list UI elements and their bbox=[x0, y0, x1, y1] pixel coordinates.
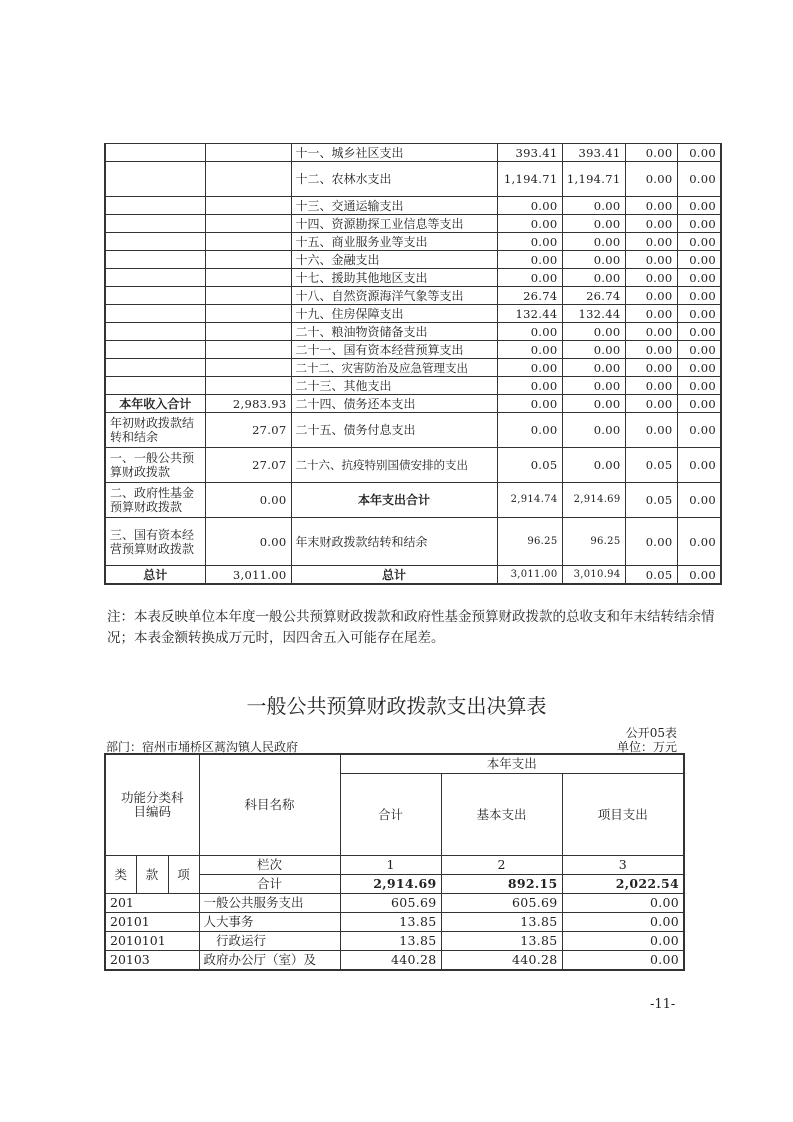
expense-state: 0.00 bbox=[677, 566, 721, 585]
table-row bbox=[105, 894, 684, 913]
expense-item: 二十一、国有资本经营预算支出 bbox=[291, 341, 497, 359]
table-row bbox=[105, 162, 721, 197]
row-project: 0.00 bbox=[562, 932, 684, 951]
expense-fund: 0.05 bbox=[625, 483, 677, 518]
expense-item: 十四、资源勘探工业信息等支出 bbox=[291, 215, 497, 233]
expense-item: 十九、住房保障支出 bbox=[291, 305, 497, 323]
expense-total: 0.05 bbox=[497, 448, 562, 483]
income-label bbox=[105, 359, 205, 377]
expense-state: 0.00 bbox=[677, 341, 721, 359]
expense-general: 0.00 bbox=[562, 448, 625, 483]
expense-total: 0.00 bbox=[497, 251, 562, 269]
income-label bbox=[105, 144, 205, 162]
sum-project: 2,022.54 bbox=[562, 875, 684, 894]
subject-name: 人大事务 bbox=[199, 913, 340, 932]
expense-general: 0.00 bbox=[562, 341, 625, 359]
expense-total: 0.00 bbox=[497, 197, 562, 215]
header-kuan: 款 bbox=[136, 856, 168, 894]
expense-item: 十五、商业服务业等支出 bbox=[291, 233, 497, 251]
income-label bbox=[105, 377, 205, 395]
expense-fund: 0.00 bbox=[625, 197, 677, 215]
expense-general: 0.00 bbox=[562, 197, 625, 215]
expense-state: 0.00 bbox=[677, 377, 721, 395]
expense-item: 本年支出合计 bbox=[291, 483, 497, 518]
expense-fund: 0.00 bbox=[625, 287, 677, 305]
expense-fund: 0.00 bbox=[625, 518, 677, 566]
subject-code: 2010101 bbox=[105, 932, 199, 951]
expense-fund: 0.00 bbox=[625, 395, 677, 413]
income-value bbox=[205, 359, 291, 377]
table-row bbox=[105, 377, 721, 395]
expense-item: 十八、自然资源海洋气象等支出 bbox=[291, 287, 497, 305]
income-value bbox=[205, 251, 291, 269]
row-total: 13.85 bbox=[340, 913, 441, 932]
expense-total: 0.00 bbox=[497, 233, 562, 251]
expense-fund: 0.00 bbox=[625, 377, 677, 395]
col-index-1: 1 bbox=[340, 856, 441, 875]
income-value: 0.00 bbox=[205, 518, 291, 566]
expense-state: 0.00 bbox=[677, 197, 721, 215]
income-label bbox=[105, 287, 205, 305]
expense-total: 3,011.00 bbox=[497, 566, 562, 585]
table-row bbox=[105, 359, 721, 377]
income-label bbox=[105, 162, 205, 197]
expense-fund: 0.00 bbox=[625, 144, 677, 162]
income-value bbox=[205, 377, 291, 395]
expense-state: 0.00 bbox=[677, 215, 721, 233]
income-value bbox=[205, 197, 291, 215]
expense-fund: 0.00 bbox=[625, 341, 677, 359]
col-index-2: 2 bbox=[441, 856, 562, 875]
income-value bbox=[205, 269, 291, 287]
expense-fund: 0.00 bbox=[625, 269, 677, 287]
expense-general: 132.44 bbox=[562, 305, 625, 323]
table-row bbox=[105, 251, 721, 269]
header-total: 合计 bbox=[340, 774, 441, 856]
expense-state: 0.00 bbox=[677, 251, 721, 269]
row-basic: 605.69 bbox=[441, 894, 562, 913]
table-row bbox=[105, 395, 721, 413]
expense-item: 十六、金融支出 bbox=[291, 251, 497, 269]
col-index-3: 3 bbox=[562, 856, 684, 875]
expense-item: 二十四、债务还本支出 bbox=[291, 395, 497, 413]
expense-total: 96.25 bbox=[497, 518, 562, 566]
expense-total: 2,914.74 bbox=[497, 483, 562, 518]
table-row bbox=[105, 518, 721, 566]
expense-total: 0.00 bbox=[497, 413, 562, 448]
expense-general: 0.00 bbox=[562, 359, 625, 377]
expense-item: 十七、援助其他地区支出 bbox=[291, 269, 497, 287]
expense-state: 0.00 bbox=[677, 162, 721, 197]
department-label: 部门：宿州市埇桥区蒿沟镇人民政府 bbox=[106, 740, 299, 754]
row-basic: 440.28 bbox=[441, 951, 562, 971]
expense-state: 0.00 bbox=[677, 518, 721, 566]
subject-code: 201 bbox=[105, 894, 199, 913]
table-row bbox=[105, 144, 721, 162]
expense-item: 十三、交通运输支出 bbox=[291, 197, 497, 215]
expense-fund: 0.00 bbox=[625, 359, 677, 377]
fiscal-income-expense-table bbox=[104, 143, 722, 585]
income-label: 本年收入合计 bbox=[105, 395, 205, 413]
income-value bbox=[205, 144, 291, 162]
expense-general: 0.00 bbox=[562, 413, 625, 448]
expense-general: 26.74 bbox=[562, 287, 625, 305]
expense-state: 0.00 bbox=[677, 305, 721, 323]
expense-state: 0.00 bbox=[677, 233, 721, 251]
expense-item: 年末财政拨款结转和结余 bbox=[291, 518, 497, 566]
header-project: 项目支出 bbox=[562, 774, 684, 856]
expense-total: 393.41 bbox=[497, 144, 562, 162]
page-number: -11- bbox=[650, 997, 676, 1012]
header-col-index: 栏次 bbox=[199, 856, 340, 875]
table-row bbox=[105, 215, 721, 233]
income-label: 总计 bbox=[105, 566, 205, 585]
table-row bbox=[105, 913, 684, 932]
header-subject-name: 科目名称 bbox=[199, 754, 340, 856]
header-lei: 类 bbox=[105, 856, 136, 894]
income-label bbox=[105, 341, 205, 359]
expense-fund: 0.00 bbox=[625, 323, 677, 341]
income-value bbox=[205, 341, 291, 359]
income-label: 年初财政拨款结转和结余 bbox=[105, 413, 205, 448]
expense-item: 二十三、其他支出 bbox=[291, 377, 497, 395]
public-table-number: 公开05表 bbox=[625, 726, 677, 740]
expense-general: 0.00 bbox=[562, 323, 625, 341]
expense-general: 0.00 bbox=[562, 251, 625, 269]
header-year-expense: 本年支出 bbox=[340, 754, 684, 774]
sum-total: 2,914.69 bbox=[340, 875, 441, 894]
income-label bbox=[105, 215, 205, 233]
income-label bbox=[105, 197, 205, 215]
sum-label: 合计 bbox=[199, 875, 340, 894]
expense-general: 0.00 bbox=[562, 269, 625, 287]
expense-total: 0.00 bbox=[497, 323, 562, 341]
expense-item: 总计 bbox=[291, 566, 497, 585]
income-value bbox=[205, 287, 291, 305]
expense-fund: 0.00 bbox=[625, 215, 677, 233]
income-value: 0.00 bbox=[205, 483, 291, 518]
table-row bbox=[105, 323, 721, 341]
expense-general: 0.00 bbox=[562, 377, 625, 395]
expense-general: 1,194.71 bbox=[562, 162, 625, 197]
expense-total: 0.00 bbox=[497, 215, 562, 233]
expense-total: 0.00 bbox=[497, 269, 562, 287]
income-label: 一、一般公共预算财政拨款 bbox=[105, 448, 205, 483]
income-label bbox=[105, 233, 205, 251]
row-basic: 13.85 bbox=[441, 913, 562, 932]
income-value: 27.07 bbox=[205, 448, 291, 483]
expense-item: 二十六、抗疫特别国债安排的支出 bbox=[291, 448, 497, 483]
table-row bbox=[105, 287, 721, 305]
row-basic: 13.85 bbox=[441, 932, 562, 951]
expense-total: 0.00 bbox=[497, 359, 562, 377]
expense-general: 2,914.69 bbox=[562, 483, 625, 518]
expense-state: 0.00 bbox=[677, 323, 721, 341]
table-row bbox=[105, 951, 684, 971]
table-row bbox=[105, 448, 721, 483]
income-label: 二、政府性基金预算财政拨款 bbox=[105, 483, 205, 518]
sum-basic: 892.15 bbox=[441, 875, 562, 894]
table-title: 一般公共预算财政拨款支出决算表 bbox=[246, 694, 547, 718]
expense-general: 0.00 bbox=[562, 395, 625, 413]
expense-state: 0.00 bbox=[677, 269, 721, 287]
expense-fund: 0.00 bbox=[625, 233, 677, 251]
expense-state: 0.00 bbox=[677, 395, 721, 413]
table-row bbox=[105, 483, 721, 518]
income-value: 2,983.93 bbox=[205, 395, 291, 413]
expense-total: 0.00 bbox=[497, 377, 562, 395]
general-budget-expense-table bbox=[104, 753, 685, 971]
table-row bbox=[105, 341, 721, 359]
expense-item: 十一、城乡社区支出 bbox=[291, 144, 497, 162]
income-label bbox=[105, 305, 205, 323]
row-total: 13.85 bbox=[340, 932, 441, 951]
row-total: 605.69 bbox=[340, 894, 441, 913]
expense-total: 1,194.71 bbox=[497, 162, 562, 197]
table-row bbox=[105, 566, 721, 585]
expense-fund: 0.00 bbox=[625, 251, 677, 269]
income-value bbox=[205, 305, 291, 323]
expense-item: 二十二、灾害防治及应急管理支出 bbox=[291, 359, 497, 377]
expense-state: 0.00 bbox=[677, 413, 721, 448]
income-value bbox=[205, 162, 291, 197]
expense-total: 26.74 bbox=[497, 287, 562, 305]
row-project: 0.00 bbox=[562, 913, 684, 932]
income-label bbox=[105, 269, 205, 287]
expense-item: 十二、农林水支出 bbox=[291, 162, 497, 197]
expense-general: 3,010.94 bbox=[562, 566, 625, 585]
table-row bbox=[105, 269, 721, 287]
expense-state: 0.00 bbox=[677, 287, 721, 305]
expense-general: 96.25 bbox=[562, 518, 625, 566]
subject-code: 20101 bbox=[105, 913, 199, 932]
table-note: 注：本表反映单位本年度一般公共预算财政拨款和政府性基金预算财政拨款的总收支和年末结转结余情况；本表金额转换成万元时，因四舍五入可能存在尾差。 bbox=[107, 609, 715, 646]
table-row bbox=[105, 305, 721, 323]
income-label: 三、国有资本经营预算财政拨款 bbox=[105, 518, 205, 566]
subject-name: 行政运行 bbox=[199, 932, 340, 951]
table-row bbox=[105, 197, 721, 215]
expense-total: 132.44 bbox=[497, 305, 562, 323]
income-value bbox=[205, 233, 291, 251]
row-project: 0.00 bbox=[562, 894, 684, 913]
income-value: 3,011.00 bbox=[205, 566, 291, 585]
expense-state: 0.00 bbox=[677, 483, 721, 518]
table-row bbox=[105, 932, 684, 951]
income-label bbox=[105, 323, 205, 341]
income-value: 27.07 bbox=[205, 413, 291, 448]
header-xiang: 项 bbox=[168, 856, 199, 894]
expense-total: 0.00 bbox=[497, 341, 562, 359]
income-label bbox=[105, 251, 205, 269]
expense-general: 393.41 bbox=[562, 144, 625, 162]
expense-total: 0.00 bbox=[497, 395, 562, 413]
subject-name: 政府办公厅（室）及 bbox=[199, 951, 340, 971]
expense-fund: 0.00 bbox=[625, 162, 677, 197]
expense-item: 二十、粮油物资储备支出 bbox=[291, 323, 497, 341]
expense-item: 二十五、债务付息支出 bbox=[291, 413, 497, 448]
table-row bbox=[105, 233, 721, 251]
unit-label: 单位：万元 bbox=[616, 740, 677, 754]
table-row bbox=[105, 413, 721, 448]
row-total: 440.28 bbox=[340, 951, 441, 971]
expense-state: 0.00 bbox=[677, 448, 721, 483]
expense-fund: 0.00 bbox=[625, 413, 677, 448]
header-code-group: 功能分类科目编码 bbox=[105, 754, 199, 856]
header-basic: 基本支出 bbox=[441, 774, 562, 856]
income-value bbox=[205, 215, 291, 233]
subject-name: 一般公共服务支出 bbox=[199, 894, 340, 913]
expense-state: 0.00 bbox=[677, 144, 721, 162]
subject-code: 20103 bbox=[105, 951, 199, 971]
expense-state: 0.00 bbox=[677, 359, 721, 377]
expense-fund: 0.00 bbox=[625, 305, 677, 323]
row-project: 0.00 bbox=[562, 951, 684, 971]
expense-fund: 0.05 bbox=[625, 448, 677, 483]
income-value bbox=[205, 323, 291, 341]
expense-general: 0.00 bbox=[562, 233, 625, 251]
expense-fund: 0.05 bbox=[625, 566, 677, 585]
expense-general: 0.00 bbox=[562, 215, 625, 233]
